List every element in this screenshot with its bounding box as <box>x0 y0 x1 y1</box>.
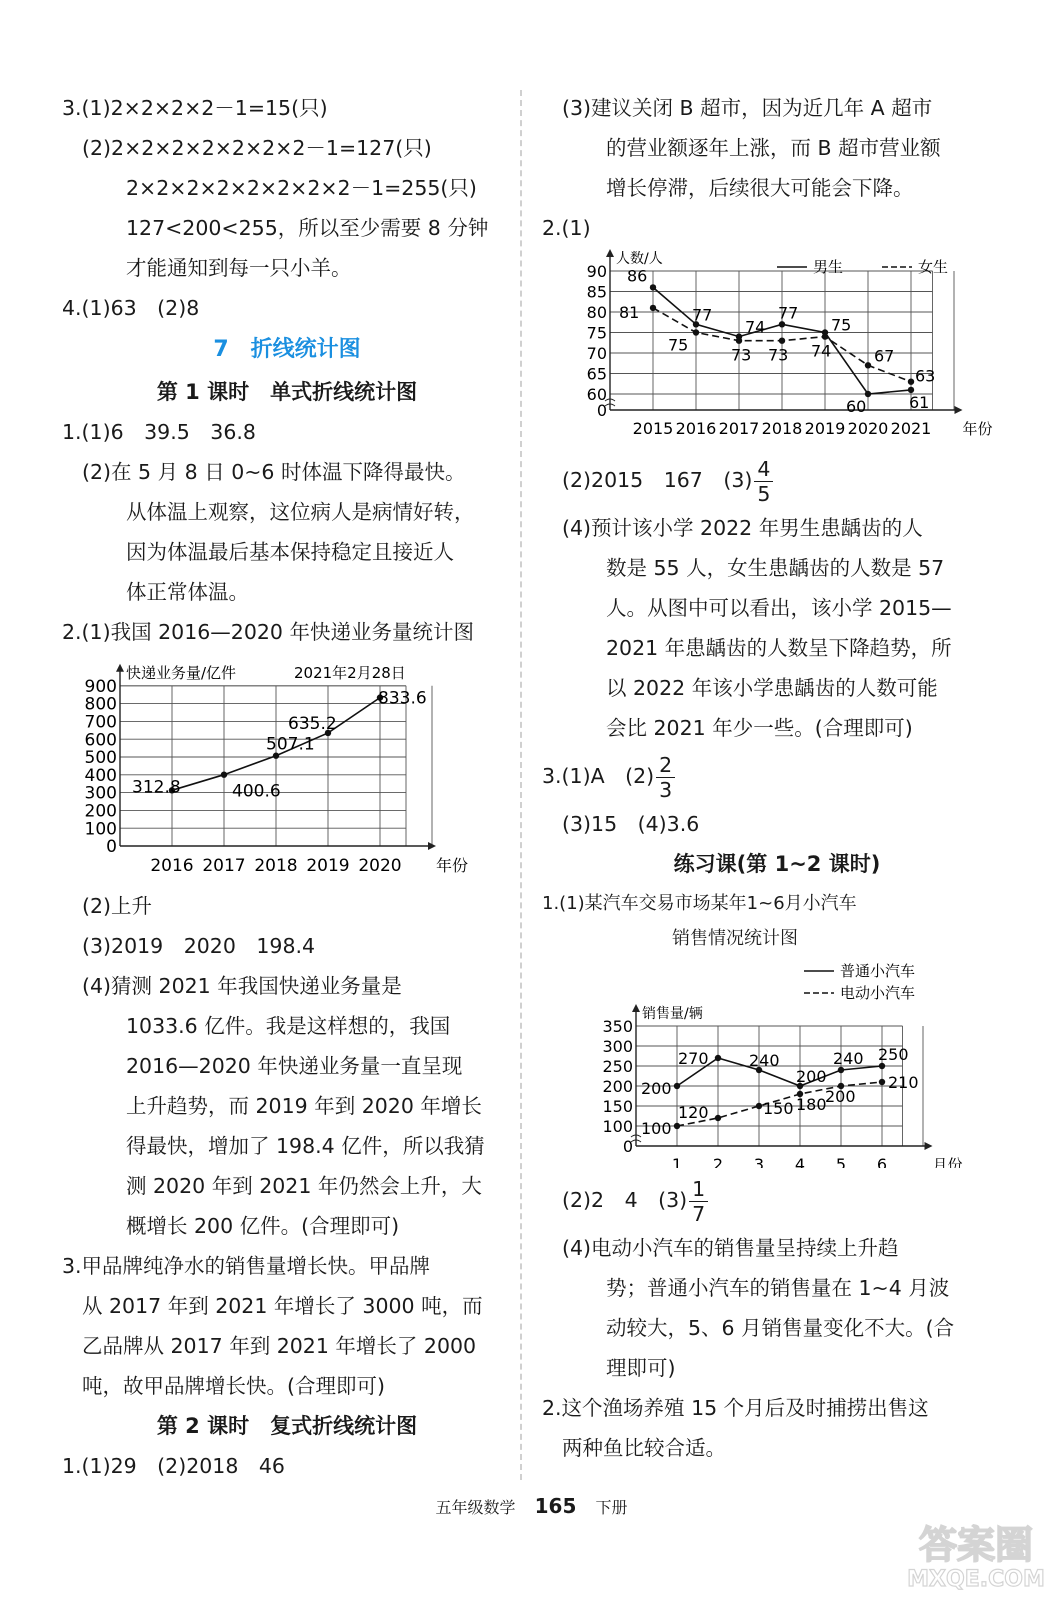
data-point <box>674 1123 680 1129</box>
y-tick-label: 60 <box>586 384 607 404</box>
data-label: 60 <box>846 397 867 416</box>
l1-answer-1e: 体正常体温。 <box>126 580 249 604</box>
data-point <box>779 338 785 344</box>
answer-3-2: (2)2×2×2×2×2×2×2－1=127(只) <box>82 136 432 160</box>
fraction-4-5 <box>754 457 773 506</box>
y-tick-label: 100 <box>84 819 117 840</box>
y-axis-label: 人数/人 <box>616 251 663 267</box>
l1-answer-2d: 1033.6 亿件。我是这样想的，我国 <box>126 1014 451 1038</box>
p-answer-4d: 理即可) <box>606 1356 676 1380</box>
l1-answer-2h: 测 2020 年到 2021 年仍然会上升，大 <box>126 1174 482 1198</box>
l1-answer-2i: 概增长 200 亿件。(合理即可) <box>126 1214 400 1238</box>
y-tick-label: 600 <box>84 730 117 751</box>
x-tick-label: 1 <box>671 1155 683 1168</box>
x-tick-label: 2020 <box>358 856 402 876</box>
y-tick-label: 300 <box>84 783 117 804</box>
y-tick-label: 85 <box>586 282 607 302</box>
left-column <box>62 88 512 1486</box>
x-tick-label: 2018 <box>254 856 298 876</box>
data-point <box>865 362 871 368</box>
data-label: 61 <box>909 392 930 412</box>
y-axis-arrow <box>116 664 124 672</box>
chart-dental-caries <box>542 248 1012 448</box>
y-tick-label: 350 <box>602 1016 633 1036</box>
data-point <box>715 1055 721 1061</box>
l1-answer-1a: 1.(1)6 39.5 36.8 <box>62 420 256 444</box>
fraction-denominator: 3 <box>659 777 673 802</box>
x-tick-label: 2020 <box>847 419 889 438</box>
data-label: 833.6 <box>378 688 427 709</box>
x-tick-label: 2019 <box>306 856 350 876</box>
y-tick-label: 0 <box>622 1136 633 1156</box>
x-tick-label: 2019 <box>804 419 846 438</box>
fraction-numerator: 2 <box>656 753 675 778</box>
data-label: 312.8 <box>132 777 181 798</box>
x-tick-label: 2018 <box>761 419 803 438</box>
y-tick-label: 0 <box>596 400 607 420</box>
x-tick-label: 2 <box>712 1155 724 1168</box>
data-label: 77 <box>692 305 713 325</box>
l1-answer-2g: 得最快，增加了 198.4 亿件，所以我猜 <box>126 1134 485 1158</box>
lesson-1-title: 第 1 课时 单式折线统计图 <box>156 380 418 404</box>
p-answer-4c: 动较大，5、6 月销售量变化不大。(合 <box>606 1316 955 1340</box>
y-tick-label: 250 <box>602 1056 633 1076</box>
fraction-1-7 <box>689 1177 708 1226</box>
l1-answer-2c: (4)猜测 2021 年我国快递业务量是 <box>82 974 402 998</box>
y-tick-label: 65 <box>586 364 607 384</box>
r-answer-1-3a: (3)建议关闭 B 超市，因为近几年 A 超市 <box>562 96 933 120</box>
answer-3-1: 3.(1)2×2×2×2－1=15(只) <box>62 96 328 120</box>
x-axis-label: 月份 <box>932 1156 963 1168</box>
data-point <box>736 338 742 344</box>
practice-title: 练习课(第 1~2 课时) <box>673 852 881 876</box>
r-answer-3b: (3)15 (4)3.6 <box>562 812 700 836</box>
fraction-numerator: 1 <box>689 1177 708 1202</box>
l1-answer-3c: 乙品牌从 2017 年到 2021 年增长了 2000 <box>82 1334 477 1358</box>
watermark-text: 答案圈 <box>918 1523 1034 1567</box>
l1-answer-2f: 上升趋势，而 2019 年到 2020 年增长 <box>126 1094 482 1118</box>
p-answer-5b: 两种鱼比较合适。 <box>562 1436 726 1460</box>
data-label: 200 <box>825 1087 856 1106</box>
x-axis-arrow <box>955 406 963 414</box>
data-point <box>693 329 699 335</box>
data-label: 74 <box>811 341 832 361</box>
y-tick-label: 300 <box>602 1036 633 1056</box>
legend-label: 女生 <box>918 258 949 276</box>
y-tick-label: 200 <box>84 801 117 822</box>
data-label: 200 <box>641 1079 672 1098</box>
p-answer-2 <box>542 1172 1012 1228</box>
l1-answer-1d: 因为体温最后基本保持稳定且接近人 <box>126 540 454 564</box>
data-label: 100 <box>641 1119 672 1138</box>
data-label: 200 <box>796 1067 827 1086</box>
y-tick-label: 700 <box>84 712 117 733</box>
x-axis-arrow <box>925 1142 933 1150</box>
l2-answer-1: 1.(1)29 (2)2018 46 <box>62 1454 285 1478</box>
l1-answer-3a: 3.甲品牌纯净水的销售量增长快。甲品牌 <box>62 1254 431 1278</box>
data-label: 86 <box>627 266 648 286</box>
data-label: 67 <box>874 346 895 366</box>
y-tick-label: 200 <box>602 1076 633 1096</box>
l1-answer-1b: (2)在 5 月 8 日 0~6 时体温下降得最快。 <box>82 460 466 484</box>
x-tick-label: 2017 <box>718 419 760 438</box>
fraction-2-3 <box>656 753 675 802</box>
y-tick-label: 500 <box>84 748 117 769</box>
l1-answer-1c: 从体温上观察，这位病人是病情好转， <box>126 500 475 524</box>
y-tick-label: 400 <box>84 765 117 786</box>
data-label: 240 <box>749 1051 780 1070</box>
data-label: 77 <box>778 303 799 323</box>
data-label: 250 <box>878 1045 909 1064</box>
data-label: 81 <box>619 302 640 322</box>
data-point <box>879 1079 885 1085</box>
y-axis-label: 快递业务量/亿件 <box>126 663 237 682</box>
r-answer-2-head: 2.(1) <box>542 216 591 240</box>
p-answer-5a: 2.这个渔场养殖 15 个月后及时捕捞出售这 <box>542 1396 929 1420</box>
y-tick-label: 75 <box>586 323 607 343</box>
data-label: 73 <box>731 345 752 365</box>
data-label: 210 <box>888 1073 919 1092</box>
data-label: 73 <box>768 345 789 365</box>
y-tick-label: 150 <box>602 1096 633 1116</box>
x-tick-label: 2021 <box>890 419 932 438</box>
p-answer-4b: 势；普通小汽车的销售量在 1~4 月波 <box>606 1276 950 1300</box>
page-number: 165 <box>534 1494 577 1518</box>
chart-express-delivery <box>62 652 512 882</box>
r-answer-1-3b: 的营业额逐年上涨，而 B 超市营业额 <box>606 136 941 160</box>
p-answer-1-head2: 销售情况统计图 <box>672 928 798 949</box>
x-tick-label: 4 <box>794 1155 806 1168</box>
data-label: 180 <box>796 1095 827 1114</box>
r-answer-2-4d: 2021 年患龋齿的人数呈下降趋势，所 <box>606 636 952 660</box>
x-tick-label: 6 <box>876 1155 888 1168</box>
data-point <box>650 284 656 290</box>
data-label: 120 <box>678 1103 709 1122</box>
answer-3-3: 2×2×2×2×2×2×2×2－1=255(只) <box>126 176 477 200</box>
l1-answer-2a: (2)上升 <box>82 894 153 918</box>
r-answer-3-text: 3.(1)A (2) <box>542 764 655 788</box>
l1-answer-2b: (3)2019 2020 198.4 <box>82 934 316 958</box>
data-label: 400.6 <box>232 781 281 802</box>
footer-grade: 五年级数学 <box>435 1498 516 1517</box>
answer-3-4: 127<200<255，所以至少需要 8 分钟 <box>126 216 489 240</box>
y-tick-label: 800 <box>84 694 117 715</box>
data-label: 75 <box>831 315 852 335</box>
data-point <box>221 771 227 777</box>
r-answer-3 <box>542 748 1012 804</box>
data-label: 150 <box>763 1099 794 1118</box>
column-divider <box>520 90 522 1480</box>
data-point <box>756 1103 762 1109</box>
r-answer-2-4b: 数是 55 人，女生患龋齿的人数是 57 <box>606 556 945 580</box>
y-tick-label: 80 <box>586 302 607 322</box>
legend-label: 普通小汽车 <box>840 962 916 980</box>
y-tick-label: 100 <box>602 1116 633 1136</box>
x-axis-label: 年份 <box>436 856 469 875</box>
x-tick-label: 5 <box>835 1155 847 1168</box>
x-tick-label: 2016 <box>675 419 717 438</box>
y-tick-label: 90 <box>586 261 607 281</box>
chart-car-sales <box>542 958 1012 1168</box>
answer-3-5: 才能通知到每一只小羊。 <box>126 256 352 280</box>
data-label: 270 <box>678 1049 709 1068</box>
legend-label: 男生 <box>813 258 844 276</box>
watermark-logo <box>901 1514 1051 1594</box>
r-answer-2-4e: 以 2022 年该小学患龋齿的人数可能 <box>606 676 938 700</box>
p-answer-2-text: (2)2 4 (3) <box>562 1188 688 1212</box>
data-point <box>908 379 914 385</box>
r-answer-2-2 <box>542 452 1012 508</box>
l1-answer-3d: 吨，故甲品牌增长快。(合理即可) <box>82 1374 385 1398</box>
data-point <box>822 333 828 339</box>
answer-4: 4.(1)63 (2)8 <box>62 296 200 320</box>
data-point <box>650 305 656 311</box>
fraction-denominator: 5 <box>757 481 771 506</box>
fraction-denominator: 7 <box>692 1201 706 1226</box>
right-column <box>542 88 1012 1468</box>
data-label: 507.1 <box>266 734 315 755</box>
data-label: 63 <box>915 366 936 386</box>
data-point <box>674 1083 680 1089</box>
fraction-numerator: 4 <box>754 457 773 482</box>
l1-answer-2e: 2016—2020 年快递业务量一直呈现 <box>126 1054 463 1078</box>
y-tick-label: 70 <box>586 343 607 363</box>
footer-volume: 下册 <box>595 1498 628 1517</box>
legend-label: 电动小汽车 <box>840 984 916 1002</box>
y-axis-label: 销售量/辆 <box>642 1006 703 1022</box>
x-tick-label: 2017 <box>202 856 246 876</box>
l1-answer-2-head: 2.(1)我国 2016—2020 年快递业务量统计图 <box>62 620 474 644</box>
chart-annotation: 2021年2月28日 <box>294 663 406 682</box>
watermark-url: MXQE.COM <box>907 1567 1045 1592</box>
y-tick-label: 900 <box>84 676 117 697</box>
x-axis-label: 年份 <box>962 420 993 438</box>
data-label: 240 <box>833 1049 864 1068</box>
y-axis-arrow <box>632 1004 640 1012</box>
r-answer-1-3c: 增长停滞，后续很大可能会下降。 <box>606 176 914 200</box>
r-answer-2-4a: (4)预计该小学 2022 年男生患龋齿的人 <box>562 516 923 540</box>
r-answer-2-4c: 人。从图中可以看出，该小学 2015— <box>606 596 952 620</box>
section-title: 7 折线统计图 <box>213 337 361 362</box>
y-tick-label: 0 <box>106 837 117 858</box>
x-tick-label: 2015 <box>632 419 674 438</box>
y-axis-arrow <box>606 249 614 257</box>
l1-answer-3b: 从 2017 年到 2021 年增长了 3000 吨，而 <box>82 1294 483 1318</box>
data-point <box>715 1115 721 1121</box>
x-tick-label: 3 <box>753 1155 765 1168</box>
data-label: 75 <box>668 335 689 355</box>
x-tick-label: 2016 <box>150 856 194 876</box>
data-label: 74 <box>745 317 766 337</box>
r-answer-2-4f: 会比 2021 年少一些。(合理即可) <box>606 716 913 740</box>
data-label: 635.2 <box>288 713 337 734</box>
lesson-2-title: 第 2 课时 复式折线统计图 <box>156 1414 418 1438</box>
p-answer-1-head: 1.(1)某汽车交易市场某年1~6月小汽车 <box>542 893 857 914</box>
r-answer-2-2-text: (2)2015 167 (3) <box>562 468 753 492</box>
p-answer-4a: (4)电动小汽车的销售量呈持续上升趋 <box>562 1236 899 1260</box>
